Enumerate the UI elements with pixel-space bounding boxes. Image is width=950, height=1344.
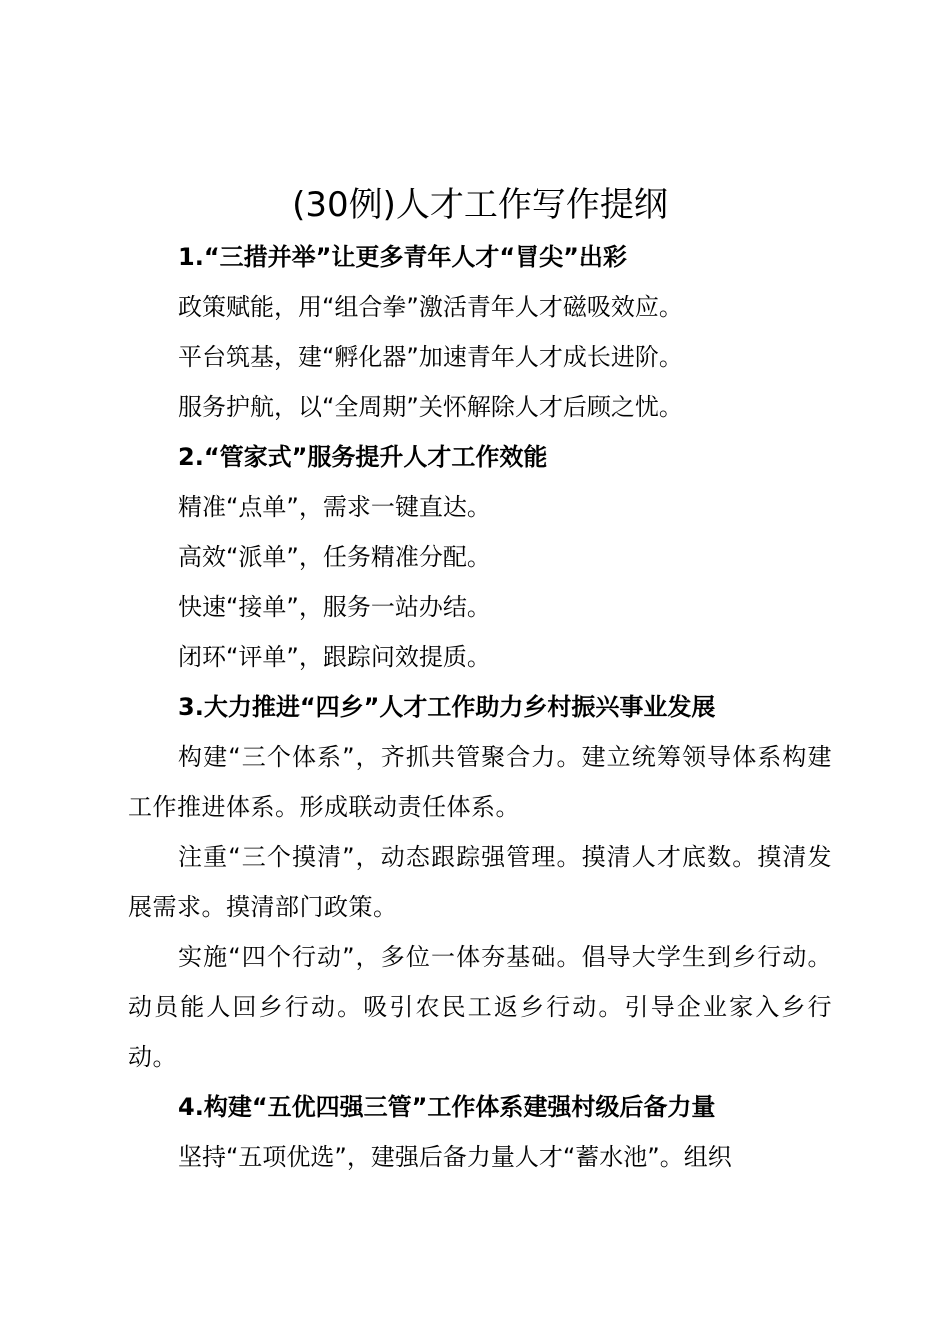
paragraph: 注重“三个摸清”，动态跟踪强管理。摸清人才底数。摸清发展需求。摸清部门政策。: [128, 843, 832, 921]
section-3: [128, 682, 832, 1082]
section-1: [128, 232, 832, 432]
paragraph: 实施“四个行动”，多位一体夯基础。倡导大学生到乡行动。动员能人回乡行动。吸引农民工返乡行动。引导企业家入乡行动。: [128, 943, 832, 1071]
paragraph: 政策赋能，用“组合拳”激活青年人才磁吸效应。: [178, 293, 683, 321]
paragraph: 构建“三个体系”，齐抓共管聚合力。建立统筹领导体系构建工作推进体系。形成联动责任体系。: [128, 743, 832, 821]
paragraph: 高效“派单”，任务精准分配。: [178, 543, 491, 571]
paragraph: 快速“接单”，服务一站办结。: [178, 593, 491, 621]
document-body: [128, 178, 832, 1182]
document-title: (30例)人才工作写作提纲: [292, 185, 668, 225]
section-heading: 2.“管家式”服务提升人才工作效能: [178, 443, 548, 471]
paragraph: 坚持“五项优选”，建强后备力量人才“蓄水池”。组织: [178, 1143, 732, 1171]
paragraph: 精准“点单”，需求一键直达。: [178, 493, 491, 521]
paragraph: 闭环“评单”，跟踪问效提质。: [178, 643, 491, 671]
section-heading: 4.构建“五优四强三管”工作体系建强村级后备力量: [178, 1093, 716, 1121]
paragraph: 平台筑基，建“孵化器”加速青年人才成长进阶。: [178, 343, 683, 371]
section-4: [128, 1082, 832, 1182]
section-heading: 3.大力推进“四乡”人才工作助力乡村振兴事业发展: [178, 693, 716, 721]
section-heading: 1.“三措并举”让更多青年人才“冒尖”出彩: [178, 243, 627, 271]
paragraph: 服务护航，以“全周期”关怀解除人才后顾之忧。: [178, 393, 683, 421]
section-2: [128, 432, 832, 682]
